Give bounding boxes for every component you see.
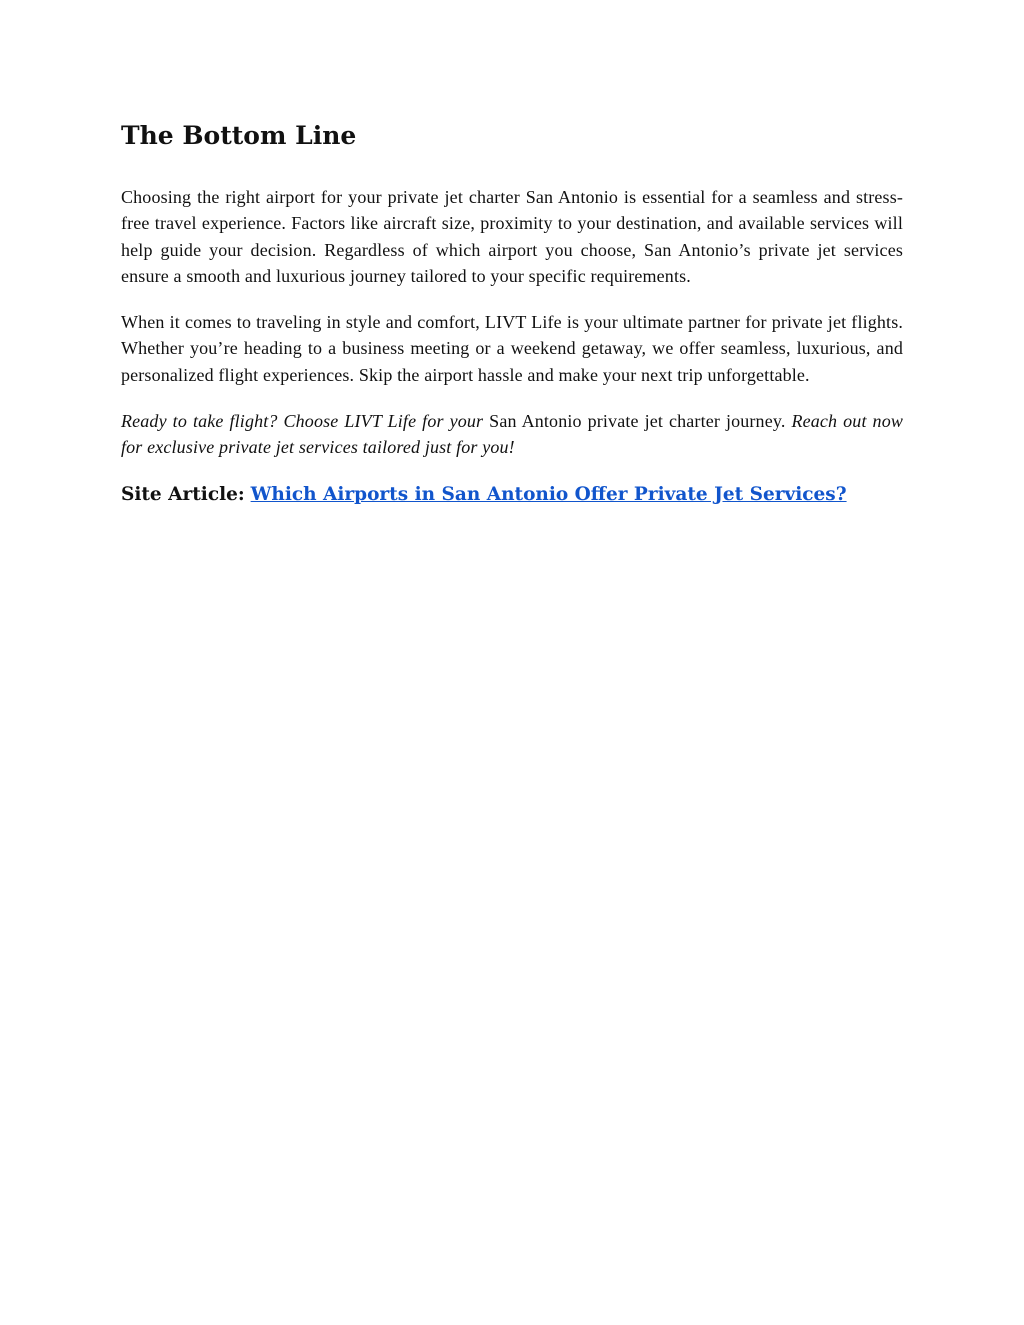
promo-paragraph: When it comes to traveling in style and comfort, LIVT Life is your ultimate partner for private jet flights. Whether you’re heading to a business meeting or a weekend getaway, we offer seamless, luxurious, and personalized flight experiences. Skip the airport hassle and make your next trip unforgettable. — [121, 312, 903, 385]
site-article-label: Site Article: — [121, 483, 245, 505]
call-to-action-paragraph — [121, 408, 903, 461]
document-page — [121, 118, 903, 508]
cta-plain-middle: San Antonio private jet charter journey. — [489, 411, 786, 432]
cta-italic-end: Reach out now for exclusive private jet services tailored just for you! — [121, 411, 904, 458]
site-article-line — [121, 481, 903, 508]
site-article-link[interactable]: Which Airports in San Antonio Offer Private Jet Services? — [250, 483, 847, 505]
cta-italic-start: Ready to take flight? Choose LIVT Life for your — [121, 411, 484, 432]
section-heading: The Bottom Line — [121, 121, 357, 150]
summary-paragraph: Choosing the right airport for your private jet charter San Antonio is essential for a seamless and stress-free travel experience. Factors like aircraft size, proximity to your destination, and available services will help guide your decision. Regardless of which airport you choose, San Antonio’s private jet services ensure a smooth and luxurious journey tailored to your specific requirements. — [121, 187, 903, 286]
